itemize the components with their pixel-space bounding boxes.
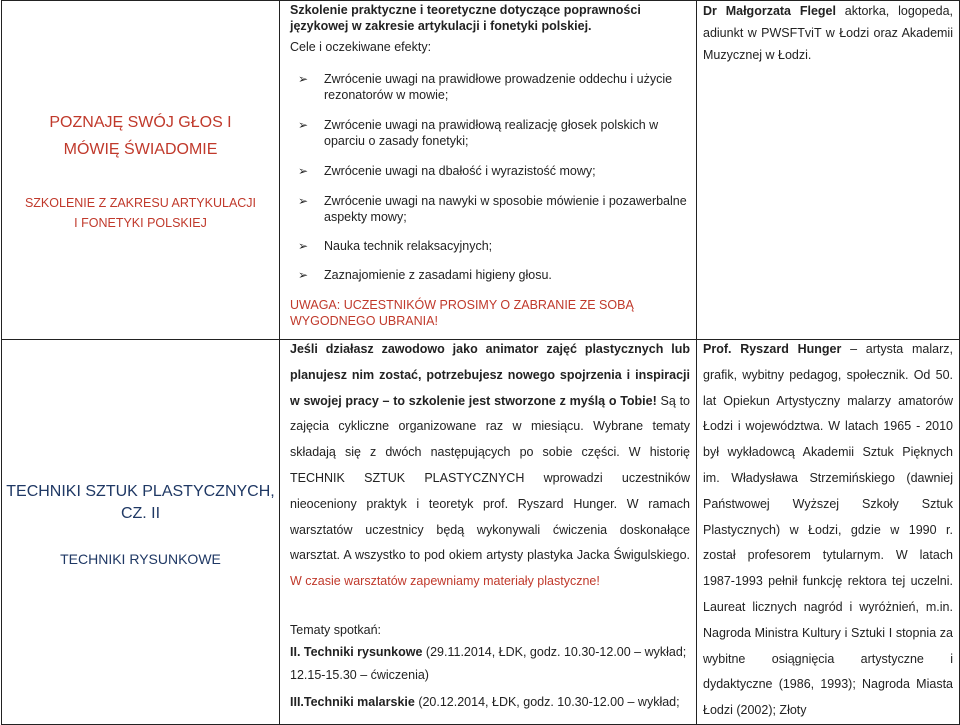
course-subtitle: TECHNIKI RYSUNKOWE: [60, 551, 221, 567]
arrowhead-bullet-icon: ➢: [298, 194, 309, 208]
arrowhead-bullet-icon: ➢: [298, 118, 309, 132]
course-subtitle: SZKOLENIE Z ZAKRESU ARTYKULACJI I FONETYKI POLSKIEJ: [24, 196, 257, 230]
instructor-cell: [697, 340, 960, 725]
warning-note: UWAGA: UCZESTNIKÓW PROSIMY O ZABRANIE ZE SOBĄ WYGODNEGO UBRANIA!: [290, 298, 634, 328]
list-item: ➢ Zaznajomienie z zasadami higieny głosu.: [298, 268, 552, 282]
arrowhead-bullet-icon: ➢: [298, 164, 309, 178]
highlight-caps: TECHNIK SZTUK PLASTYCZNYCH: [290, 470, 525, 485]
course-title-cell: [2, 1, 280, 340]
course-title-cell: [2, 340, 280, 725]
list-item: ➢ Zwrócenie uwagi na dbałość i wyrazistość mowy;: [298, 164, 596, 178]
list-item: ➢ Zwrócenie uwagi na nawyki w sposobie mówienie i pozawerbalne aspekty mowy;: [298, 194, 687, 224]
list-item: ➢ Zwrócenie uwagi na prawidłową realizację głosek polskich w oparciu o zasady fonetyki;: [298, 118, 659, 148]
list-item: ➢ Nauka technik relaksacyjnych;: [298, 239, 493, 253]
course-title: TECHNIKI SZTUK PLASTYCZNYCH, CZ. II: [6, 483, 275, 522]
materials-note: W czasie warsztatów zapewniamy materiały plastyczne!: [290, 574, 600, 589]
effects-label: Cele i oczekiwane efekty:: [290, 40, 432, 54]
topic-item: II. Techniki rysunkowe (29.11.2014, ŁDK, godz. 10.30-12.00 – wykład; 12.15-15.30 – ćwiczenia): [290, 644, 687, 682]
arrowhead-bullet-icon: ➢: [298, 239, 309, 253]
schedule-table: [1, 0, 960, 725]
course-description-cell: [280, 340, 697, 725]
course-row-art: [2, 340, 960, 725]
arrowhead-bullet-icon: ➢: [298, 72, 309, 86]
course-row-voice: [2, 1, 960, 340]
course-description: Jeśli działasz zawodowo jako animator zajęć plastycznych lub planujesz nim zostać, potrzebujesz nowego spojrzenia i inspiracji w swojej pracy – to szkolenie jest stworzone z myślą o Tobie! Są to zajęcia cykliczne organizowane raz w miesiącu. Wybrane tematy składają się z dwóch następujących po sobie części. W historię TECHNIK SZTUK PLASTYCZNYCH wprowadzi uczestników nieoceniony praktyk i teoretyk prof. Ryszard Hunger. W ramach warsztatów uczestnicy będą wykonywali ćwiczenia doskonałące warsztat. A wszystko to pod okiem artysty plastyka Jacka Świgulskiego. W czasie warsztatów zapewniamy materiały plastyczne!: [290, 342, 690, 589]
instructor-cell: [697, 1, 960, 340]
instructor-name: Prof. Ryszard Hunger: [703, 342, 842, 356]
course-description-cell: [280, 1, 697, 340]
course-title: POZNAJĘ SWÓJ GŁOS I MÓWIĘ ŚWIADOMIE: [49, 114, 232, 158]
course-intro: Szkolenie praktyczne i teoretyczne dotyczące poprawności językowej w zakresie artykulacji i fonetyki polskiej.: [290, 3, 641, 33]
topic-item: III.Techniki malarskie (20.12.2014, ŁDK, godz. 10.30-12.00 – wykład;: [290, 694, 680, 709]
instructor-bio: Dr Małgorzata Flegel aktorka, logopeda, adiunkt w PWSFTviT w Łodzi oraz Akademii Muzycznej w Łodzi.: [703, 4, 954, 62]
instructor-name: Dr Małgorzata Flegel: [703, 4, 836, 18]
topics-label: Tematy spotkań:: [290, 622, 382, 637]
instructor-bio: Prof. Ryszard Hunger – artysta malarz, grafik, wybitny pedagog, społecznik. Od 50. lat Opiekun Artystyczny malarzy amatorów Łodzi i województwa. W latach 1965 ‐ 2010 był wykładowcą Akademii Sztuk Pięknych im. Władysława Strzemińskiego (dawniej Państwowej Wyższej Szkoły Sztuk Plastycznych) w Łodzi, gdzie w 1990 r. został profesorem tytularnym. W latach 1987-1993 pełnił funkcję rektora tej uczelni. Laureat licznych nagród i wyróżnień, m.in. Nagroda Ministra Kultury i Sztuki I stopnia za wybitne osiągnięcia artystyczne i dydaktyczne (1986, 1993); Nagroda Miasta Łodzi (2002); Złoty: [703, 342, 953, 718]
list-item: ➢ Zwrócenie uwagi na prawidłowe prowadzenie oddechu i użycie rezonatorów w mowie;: [298, 72, 673, 102]
arrowhead-bullet-icon: ➢: [298, 268, 309, 282]
effects-list: [290, 71, 690, 283]
